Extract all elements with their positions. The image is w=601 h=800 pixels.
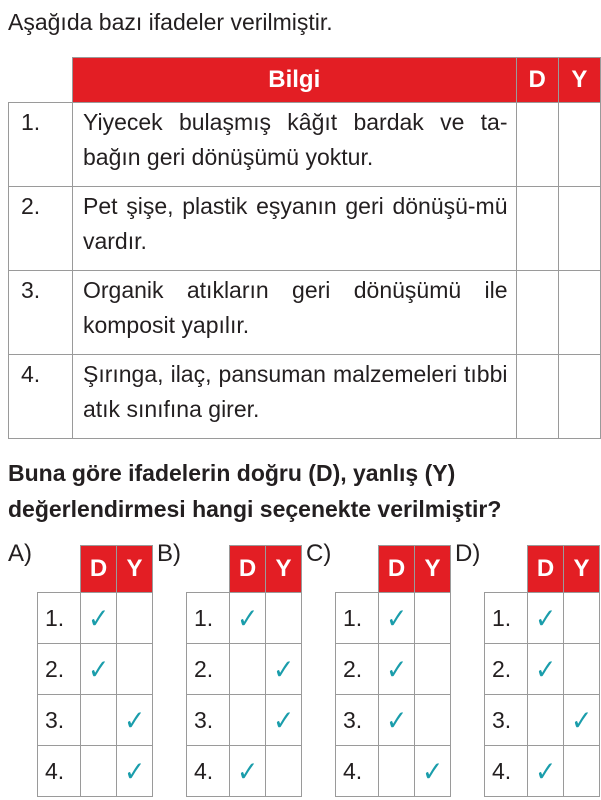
checkmark-icon: ✓	[87, 602, 110, 634]
checkmark-icon: ✓	[385, 704, 408, 736]
option-row-number: 2.	[187, 644, 230, 695]
row-number: 1.	[9, 103, 73, 187]
option-d-cell	[230, 593, 266, 644]
checkmark-icon: ✓	[236, 602, 259, 634]
option-table[interactable]	[335, 545, 451, 797]
header-y: Y	[558, 58, 600, 103]
option-d-cell	[379, 695, 415, 746]
option-row	[336, 695, 451, 746]
option-row	[485, 593, 600, 644]
checkmark-icon: ✓	[570, 704, 593, 736]
option-label[interactable]: D)	[455, 540, 481, 567]
y-answer-cell[interactable]	[558, 355, 600, 439]
y-answer-cell[interactable]	[558, 271, 600, 355]
header-info: Bilgi	[72, 58, 516, 103]
option-row-number: 2.	[485, 644, 528, 695]
option-header-blank	[485, 546, 528, 593]
table-row	[9, 271, 601, 355]
option-d-cell	[379, 593, 415, 644]
d-answer-cell[interactable]	[516, 187, 558, 271]
option-d-cell	[81, 593, 117, 644]
option-y-cell	[117, 695, 153, 746]
option-row	[187, 746, 302, 797]
option-table[interactable]	[484, 545, 600, 797]
option-y-cell	[266, 593, 302, 644]
row-statement: Yiyecek bulaşmış kâğıt bardak ve ta-bağın geri dönüşümü yoktur.	[72, 103, 516, 187]
option-row	[187, 644, 302, 695]
option-header-y: Y	[564, 546, 600, 593]
option-d-cell	[379, 746, 415, 797]
option-y-cell	[564, 746, 600, 797]
row-statement: Organik atıkların geri dönüşümü ile komposit yapılır.	[72, 271, 516, 355]
option-y-cell	[117, 746, 153, 797]
option-d-cell	[528, 644, 564, 695]
option-header-y: Y	[415, 546, 451, 593]
option-y-cell	[564, 593, 600, 644]
option-table-header	[187, 546, 302, 593]
option-y-cell	[117, 593, 153, 644]
option-row-number: 3.	[187, 695, 230, 746]
option-row-number: 1.	[38, 593, 81, 644]
option-header-blank	[336, 546, 379, 593]
option-row	[336, 644, 451, 695]
option-y-cell	[266, 746, 302, 797]
option-d-cell	[528, 695, 564, 746]
table-row	[9, 103, 601, 187]
option-header-y: Y	[117, 546, 153, 593]
option-label[interactable]: B)	[157, 540, 181, 567]
option-row	[336, 593, 451, 644]
option-table[interactable]	[37, 545, 153, 797]
option-row	[38, 593, 153, 644]
y-answer-cell[interactable]	[558, 187, 600, 271]
checkmark-icon: ✓	[272, 704, 295, 736]
option-d-cell	[81, 644, 117, 695]
row-number: 4.	[9, 355, 73, 439]
option-d-cell	[230, 644, 266, 695]
option-header-y: Y	[266, 546, 302, 593]
option-d-cell	[230, 746, 266, 797]
option-d-cell	[528, 593, 564, 644]
checkmark-icon: ✓	[123, 704, 146, 736]
option-row-number: 4.	[187, 746, 230, 797]
checkmark-icon: ✓	[385, 653, 408, 685]
option-header-d: D	[81, 546, 117, 593]
option-header-d: D	[379, 546, 415, 593]
table-row	[9, 187, 601, 271]
option-row-number: 4.	[485, 746, 528, 797]
checkmark-icon: ✓	[385, 602, 408, 634]
intro-text: Aşağıda bazı ifadeler verilmiştir.	[8, 9, 333, 35]
option-d-cell	[528, 746, 564, 797]
option-row	[485, 644, 600, 695]
option-y-cell	[564, 644, 600, 695]
option-table-header	[38, 546, 153, 593]
row-statement: Şırınga, ilaç, pansuman malzemeleri tıbbi atık sınıfına girer.	[72, 355, 516, 439]
option-y-cell	[564, 695, 600, 746]
option-row	[187, 593, 302, 644]
option-row	[38, 695, 153, 746]
checkmark-icon: ✓	[123, 755, 146, 787]
option-header-blank	[38, 546, 81, 593]
d-answer-cell[interactable]	[516, 103, 558, 187]
option-y-cell	[266, 695, 302, 746]
option-row-number: 4.	[336, 746, 379, 797]
option-header-d: D	[528, 546, 564, 593]
option-table-header	[336, 546, 451, 593]
header-d: D	[516, 58, 558, 103]
option-row-number: 2.	[336, 644, 379, 695]
option-y-cell	[415, 593, 451, 644]
option-row-number: 1.	[187, 593, 230, 644]
option-d-cell	[81, 695, 117, 746]
option-y-cell	[415, 644, 451, 695]
option-d-cell	[81, 746, 117, 797]
info-table	[8, 57, 601, 439]
option-table-header	[485, 546, 600, 593]
option-label[interactable]: C)	[306, 540, 332, 567]
option-d-cell	[230, 695, 266, 746]
option-header-d: D	[230, 546, 266, 593]
option-row-number: 3.	[485, 695, 528, 746]
checkmark-icon: ✓	[534, 602, 557, 634]
option-row	[485, 746, 600, 797]
option-d-cell	[379, 644, 415, 695]
option-y-cell	[117, 644, 153, 695]
option-row	[485, 695, 600, 746]
checkmark-icon: ✓	[534, 755, 557, 787]
option-row-number: 2.	[38, 644, 81, 695]
y-answer-cell[interactable]	[558, 103, 600, 187]
option-row-number: 3.	[336, 695, 379, 746]
option-row-number: 3.	[38, 695, 81, 746]
header-blank-cell	[9, 58, 73, 103]
question-text: Buna göre ifadelerin doğru (D), yanlış (Y) değerlendirmesi hangi seçenekte verilmiştir?	[8, 460, 502, 522]
checkmark-icon: ✓	[236, 755, 259, 787]
row-number: 2.	[9, 187, 73, 271]
option-y-cell	[266, 644, 302, 695]
option-row	[38, 746, 153, 797]
option-row-number: 4.	[38, 746, 81, 797]
info-table-header	[9, 58, 601, 103]
option-y-cell	[415, 746, 451, 797]
row-statement: Pet şişe, plastik eşyanın geri dönüşü-mü vardır.	[72, 187, 516, 271]
checkmark-icon: ✓	[421, 755, 444, 787]
option-row	[38, 644, 153, 695]
option-row-number: 1.	[336, 593, 379, 644]
option-row	[336, 746, 451, 797]
row-number: 3.	[9, 271, 73, 355]
checkmark-icon: ✓	[534, 653, 557, 685]
table-row	[9, 355, 601, 439]
option-row-number: 1.	[485, 593, 528, 644]
checkmark-icon: ✓	[272, 653, 295, 685]
option-row	[187, 695, 302, 746]
option-table[interactable]	[186, 545, 302, 797]
d-answer-cell[interactable]	[516, 355, 558, 439]
d-answer-cell[interactable]	[516, 271, 558, 355]
checkmark-icon: ✓	[87, 653, 110, 685]
option-label[interactable]: A)	[8, 540, 32, 567]
option-header-blank	[187, 546, 230, 593]
option-y-cell	[415, 695, 451, 746]
